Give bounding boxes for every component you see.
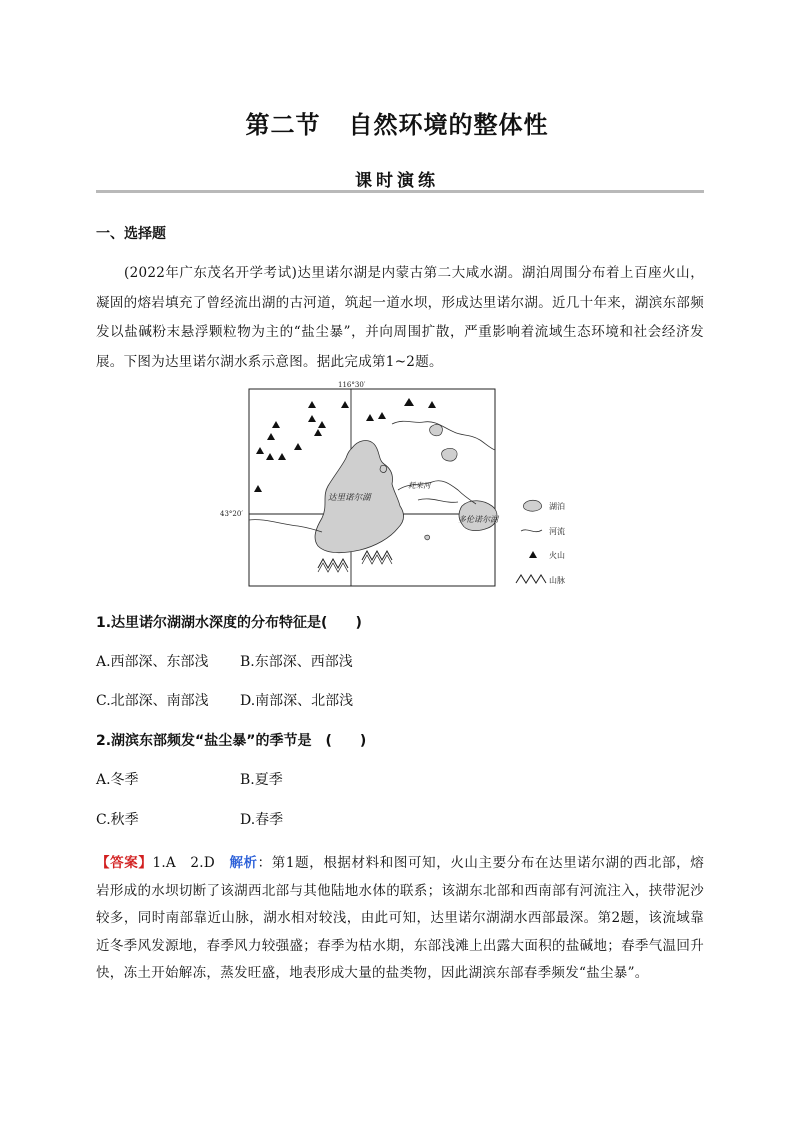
mountain-range (318, 563, 348, 572)
volcano (308, 401, 316, 408)
answer-tag: 【答案】 (96, 855, 153, 871)
legend-mountain-swatch (516, 575, 546, 583)
volcano (278, 453, 286, 460)
title-divider (96, 190, 704, 193)
label-haolai-river: 耗来河 (408, 481, 431, 490)
passage: (2022年广东茂名开学考试)达里诺尔湖是内蒙古第二大咸水湖。湖泊周围分布着上百座火山，凝固的熔岩填充了曾经流出湖的古河道，筑起一道水坝，形成达里诺尔湖。近几十年来，湖滨东部频发以盐碱粉末悬浮颗粒物为主的“盐尘暴”，并向周围扩散，严重影响着流域生态环境和社会经济发展。下图为达里诺尔湖水系示意图。据此完成第1~2题。 (96, 265, 704, 370)
volcano (318, 421, 326, 428)
mountain-range (362, 555, 392, 564)
small-lake-3 (380, 465, 387, 472)
parallel-label: 43°20′ (220, 510, 243, 518)
small-lake-2 (442, 448, 457, 461)
legend-river-label: 河流 (549, 527, 565, 536)
lake-map (218, 378, 588, 593)
option-c: C.秋季 (96, 812, 139, 828)
legend-river-swatch (521, 530, 542, 532)
volcano (294, 443, 302, 450)
legend-mountain-label: 山脉 (549, 576, 565, 585)
river-north (392, 421, 454, 432)
label-dali-nur: 达里诺尔湖 (328, 493, 371, 503)
answer-keys: 1.A 2.D (152, 855, 230, 871)
small-lake-1 (430, 424, 443, 435)
title-section: 第二节 (245, 111, 321, 139)
volcano (254, 485, 262, 492)
option-a: A.冬季 (96, 772, 139, 788)
legend-volcano-label: 火山 (549, 551, 565, 560)
river-northeast (454, 432, 495, 450)
legend-volcano-swatch (529, 551, 537, 558)
option-a: A.西部深、东部浅 (96, 654, 209, 670)
volcano (308, 415, 316, 422)
label-duolun-nur: 多伦诺尔湖 (458, 515, 498, 524)
volcano (366, 414, 374, 421)
volcano (341, 401, 349, 408)
volcano (256, 447, 264, 454)
question-1-stem: 1.达里诺尔湖湖水深度的分布特征是( ) (96, 615, 362, 631)
page-title (0, 105, 794, 140)
analysis-text: ：第1题，根据材料和图可知，火山主要分布在达里诺尔湖的西北部，熔岩形成的水坝切断了该湖西北部与其他陆地水体的联系；该湖东北部和西南部有河流注入，挟带泥沙较多，同时南部靠近山脉，湖水相对较浅，由此可知，达里诺尔湖湖水西部最深。第2题，该流域靠近冬季风发源地，春季风力较强盛；春季为枯水期，东部浅滩上出露大面积的盐碱地；春季气温回升快，冻土开始解冻，蒸发旺盛，地表形成大量的盐类物，因此湖滨东部春季频发“盐尘暴”。 (96, 855, 704, 981)
question-1-options-row-1 (96, 651, 353, 671)
question-2-options-row-2 (96, 809, 283, 829)
volcano (428, 401, 436, 408)
meridian-label: 116°30′ (338, 381, 366, 389)
question-1-options-row-2 (96, 690, 353, 710)
section-heading: 一、选择题 (96, 226, 166, 242)
volcano (272, 421, 280, 428)
option-d: D.春季 (240, 812, 284, 828)
small-lake-4 (425, 535, 430, 540)
volcano (267, 433, 275, 440)
option-b: B.东部深、西部浅 (240, 654, 353, 670)
river-southwest (249, 520, 322, 532)
volcano (314, 429, 322, 436)
legend-lake-label: 湖泊 (549, 502, 565, 511)
volcano (378, 412, 386, 419)
volcano (266, 453, 274, 460)
answer-block (96, 850, 704, 988)
question-2-stem: 2.湖滨东部频发“盐尘暴”的季节是 ( ) (96, 733, 367, 749)
question-2-options-row-1 (96, 769, 283, 789)
option-d: D.南部深、北部浅 (240, 693, 354, 709)
analysis-tag: 解析 (229, 855, 258, 871)
option-c: C.北部深、南部浅 (96, 693, 209, 709)
legend-lake-swatch (523, 500, 541, 511)
option-b: B.夏季 (240, 772, 283, 788)
river-east (418, 499, 458, 502)
title-topic: 自然环境的整体性 (348, 111, 549, 139)
page-subtitle: 课时演练 (355, 171, 439, 191)
volcano (404, 398, 414, 406)
